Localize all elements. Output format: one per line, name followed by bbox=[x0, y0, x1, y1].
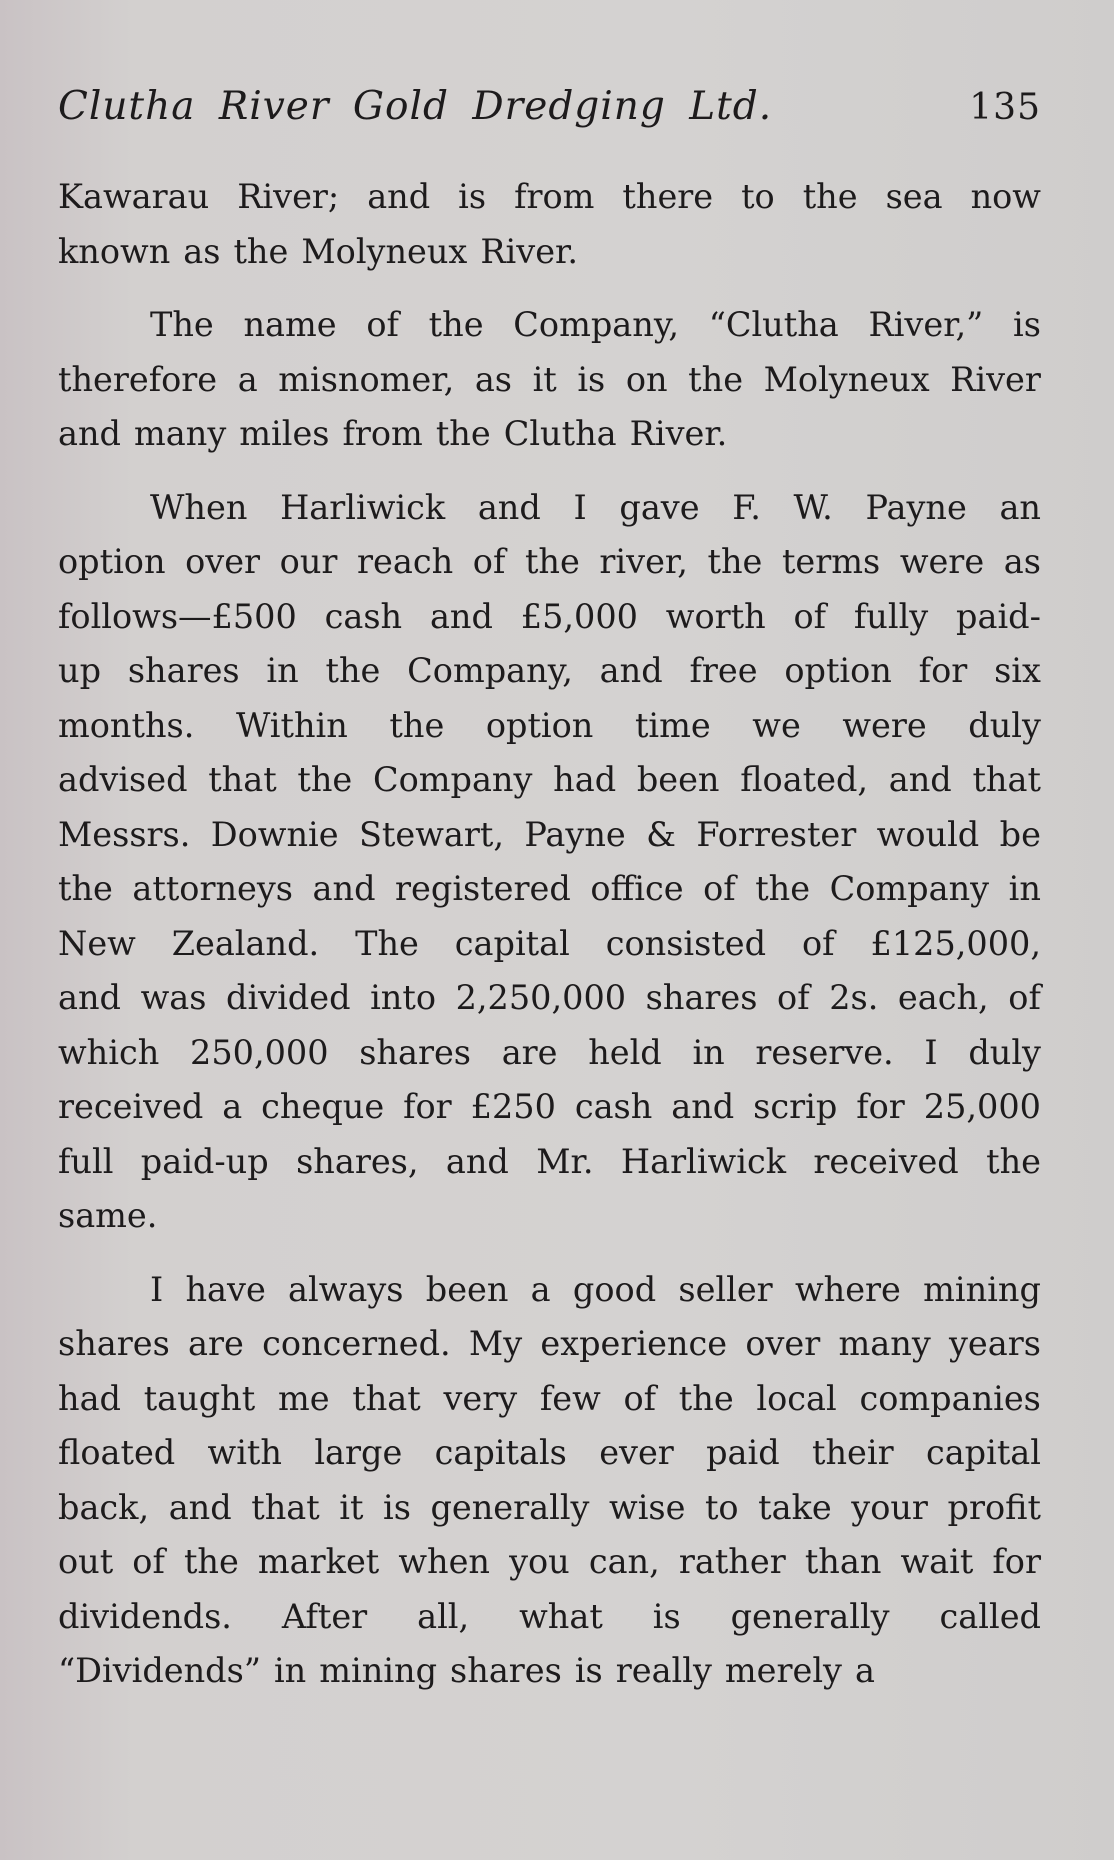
running-title: Clutha River Gold Dredging Ltd. bbox=[58, 84, 773, 129]
paragraph bbox=[58, 481, 1041, 1244]
text-line: which 250,000 shares are held in reserve. I duly bbox=[58, 1032, 1041, 1072]
text-line: up shares in the Company, and free option for six bbox=[58, 651, 1041, 690]
text-line: follows—£500 cash and £5,000 worth of fully paid- bbox=[58, 596, 1041, 636]
text-line: floated with large capitals ever paid their capital bbox=[58, 1433, 1041, 1472]
text-line: shares are concerned. My experience over many years bbox=[58, 1324, 1041, 1363]
page-number: 135 bbox=[969, 87, 1041, 128]
text-line: Kawarau River; and is from there to the sea now bbox=[58, 177, 1041, 216]
paragraph bbox=[58, 170, 1041, 279]
text-line: out of the market when you can, rather than wait for bbox=[58, 1542, 1041, 1581]
text-line: The name of the Company, “Clutha River,” is bbox=[150, 305, 1041, 344]
text-line: I have always been a good seller where mining bbox=[150, 1269, 1041, 1309]
body-text bbox=[58, 170, 1041, 1718]
text-line: full paid-up shares, and Mr. Harliwick received the bbox=[58, 1141, 1041, 1181]
text-line: same. bbox=[58, 1196, 158, 1235]
text-line: advised that the Company had been floated, and that bbox=[58, 760, 1041, 799]
text-line: received a cheque for £250 cash and scrip for 25,000 bbox=[58, 1087, 1041, 1126]
text-line: and many miles from the Clutha River. bbox=[58, 414, 728, 453]
text-line: the attorneys and registered office of the Company in bbox=[58, 869, 1041, 908]
text-line: therefore a misnomer, as it is on the Molyneux River bbox=[58, 359, 1041, 399]
text-line: back, and that it is generally wise to take your profit bbox=[58, 1487, 1041, 1527]
text-line: New Zealand. The capital consisted of £125,000, bbox=[58, 923, 1041, 963]
text-line: When Harliwick and I gave F. W. Payne an bbox=[150, 487, 1041, 527]
text-line: “Dividends” in mining shares is really merely a bbox=[58, 1651, 875, 1690]
paragraph bbox=[58, 298, 1041, 462]
text-line: had taught me that very few of the local companies bbox=[58, 1378, 1041, 1418]
paragraph bbox=[58, 1263, 1041, 1699]
text-line: Messrs. Downie Stewart, Payne & Forrester would be bbox=[58, 814, 1041, 854]
text-line: dividends. After all, what is generally called bbox=[58, 1596, 1041, 1636]
text-line: months. Within the option time we were duly bbox=[58, 705, 1041, 745]
text-line: known as the Molyneux River. bbox=[58, 231, 578, 271]
text-line: and was divided into 2,250,000 shares of 2s. each, of bbox=[58, 978, 1041, 1017]
page-header bbox=[58, 84, 1041, 144]
text-line: option over our reach of the river, the terms were as bbox=[58, 542, 1041, 581]
